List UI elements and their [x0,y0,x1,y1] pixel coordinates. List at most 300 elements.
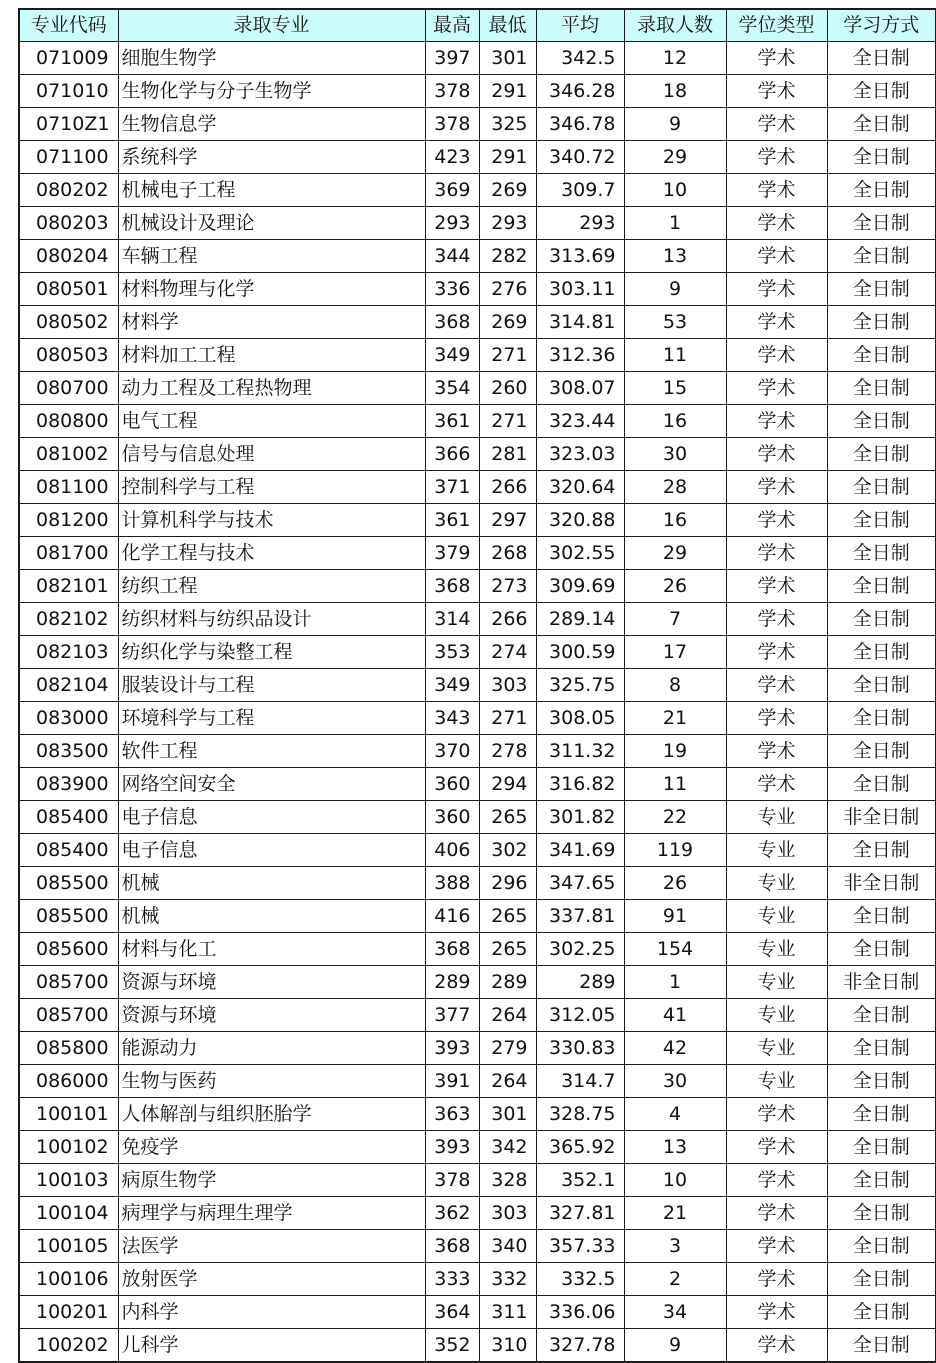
cell-degree-type: 学术 [726,108,827,141]
cell-major-code: 100201 [19,1296,118,1329]
cell-major-code: 082101 [19,570,118,603]
cell-admitted-count: 28 [624,471,726,504]
table-row [19,603,936,636]
cell-degree-type: 学术 [726,42,827,75]
table-row [19,900,936,933]
cell-max-score: 360 [425,801,479,834]
cell-major-name: 能源动力 [118,1032,425,1065]
cell-admitted-count: 154 [624,933,726,966]
cell-admitted-count: 30 [624,1065,726,1098]
cell-degree-type: 学术 [726,141,827,174]
cell-min-score: 273 [479,570,536,603]
cell-min-score: 297 [479,504,536,537]
cell-min-score: 293 [479,207,536,240]
cell-admitted-count: 26 [624,867,726,900]
cell-max-score: 344 [425,240,479,273]
cell-min-score: 325 [479,108,536,141]
cell-major-code: 080202 [19,174,118,207]
cell-major-code: 085600 [19,933,118,966]
cell-max-score: 378 [425,108,479,141]
cell-avg-score: 308.05 [536,702,624,735]
cell-admitted-count: 18 [624,75,726,108]
cell-major-code: 080501 [19,273,118,306]
cell-study-mode: 全日制 [827,669,936,702]
cell-study-mode: 全日制 [827,42,936,75]
cell-max-score: 364 [425,1296,479,1329]
cell-max-score: 293 [425,207,479,240]
cell-admitted-count: 1 [624,966,726,999]
cell-admitted-count: 26 [624,570,726,603]
table-row [19,405,936,438]
cell-study-mode: 非全日制 [827,867,936,900]
cell-major-name: 材料加工工程 [118,339,425,372]
cell-max-score: 333 [425,1263,479,1296]
cell-min-score: 278 [479,735,536,768]
cell-min-score: 291 [479,141,536,174]
cell-study-mode: 非全日制 [827,801,936,834]
cell-max-score: 314 [425,603,479,636]
cell-major-code: 100106 [19,1263,118,1296]
cell-max-score: 343 [425,702,479,735]
cell-study-mode: 全日制 [827,405,936,438]
cell-avg-score: 337.81 [536,900,624,933]
cell-avg-score: 320.64 [536,471,624,504]
cell-degree-type: 学术 [726,636,827,669]
cell-major-code: 100103 [19,1164,118,1197]
cell-study-mode: 全日制 [827,471,936,504]
cell-major-name: 网络空间安全 [118,768,425,801]
cell-major-name: 病理学与病理生理学 [118,1197,425,1230]
cell-min-score: 271 [479,405,536,438]
table-row [19,735,936,768]
cell-major-code: 086000 [19,1065,118,1098]
cell-avg-score: 303.11 [536,273,624,306]
cell-admitted-count: 2 [624,1263,726,1296]
cell-major-code: 080502 [19,306,118,339]
cell-admitted-count: 91 [624,900,726,933]
admission-score-table [18,8,936,1363]
cell-avg-score: 309.69 [536,570,624,603]
cell-avg-score: 327.81 [536,1197,624,1230]
cell-min-score: 302 [479,834,536,867]
table-row [19,636,936,669]
cell-degree-type: 学术 [726,438,827,471]
cell-avg-score: 314.7 [536,1065,624,1098]
cell-admitted-count: 15 [624,372,726,405]
cell-major-name: 病原生物学 [118,1164,425,1197]
cell-major-code: 082104 [19,669,118,702]
cell-study-mode: 全日制 [827,933,936,966]
cell-max-score: 393 [425,1131,479,1164]
cell-admitted-count: 9 [624,1329,726,1363]
cell-avg-score: 346.28 [536,75,624,108]
cell-major-code: 071100 [19,141,118,174]
cell-max-score: 406 [425,834,479,867]
cell-major-name: 化学工程与技术 [118,537,425,570]
cell-max-score: 352 [425,1329,479,1363]
cell-major-code: 100101 [19,1098,118,1131]
cell-admitted-count: 30 [624,438,726,471]
cell-major-code: 080204 [19,240,118,273]
cell-avg-score: 320.88 [536,504,624,537]
cell-max-score: 368 [425,306,479,339]
cell-min-score: 310 [479,1329,536,1363]
cell-max-score: 336 [425,273,479,306]
cell-admitted-count: 41 [624,999,726,1032]
cell-degree-type: 学术 [726,1164,827,1197]
cell-major-name: 材料物理与化学 [118,273,425,306]
cell-admitted-count: 22 [624,801,726,834]
cell-major-code: 085400 [19,801,118,834]
cell-avg-score: 312.36 [536,339,624,372]
cell-study-mode: 全日制 [827,1164,936,1197]
cell-major-code: 085500 [19,900,118,933]
header-major-name: 录取专业 [118,9,425,42]
cell-study-mode: 全日制 [827,768,936,801]
cell-max-score: 377 [425,999,479,1032]
cell-avg-score: 325.75 [536,669,624,702]
cell-min-score: 291 [479,75,536,108]
cell-max-score: 289 [425,966,479,999]
cell-admitted-count: 13 [624,1131,726,1164]
cell-admitted-count: 1 [624,207,726,240]
cell-study-mode: 全日制 [827,372,936,405]
cell-max-score: 388 [425,867,479,900]
cell-major-code: 083000 [19,702,118,735]
table-row [19,1065,936,1098]
cell-degree-type: 专业 [726,966,827,999]
cell-admitted-count: 34 [624,1296,726,1329]
cell-max-score: 362 [425,1197,479,1230]
cell-degree-type: 学术 [726,1230,827,1263]
cell-max-score: 368 [425,1230,479,1263]
cell-major-name: 车辆工程 [118,240,425,273]
cell-major-code: 085800 [19,1032,118,1065]
table-row [19,933,936,966]
cell-avg-score: 323.03 [536,438,624,471]
header-row [19,9,936,42]
cell-study-mode: 全日制 [827,339,936,372]
cell-study-mode: 全日制 [827,537,936,570]
cell-avg-score: 316.82 [536,768,624,801]
cell-avg-score: 311.32 [536,735,624,768]
cell-degree-type: 学术 [726,702,827,735]
table-row [19,372,936,405]
cell-major-name: 电子信息 [118,834,425,867]
cell-avg-score: 289 [536,966,624,999]
cell-avg-score: 312.05 [536,999,624,1032]
cell-study-mode: 全日制 [827,1131,936,1164]
table-row [19,834,936,867]
cell-admitted-count: 12 [624,42,726,75]
table-row [19,108,936,141]
cell-major-code: 071009 [19,42,118,75]
cell-major-code: 082103 [19,636,118,669]
cell-min-score: 303 [479,1197,536,1230]
cell-min-score: 269 [479,306,536,339]
cell-avg-score: 340.72 [536,141,624,174]
cell-degree-type: 专业 [726,1065,827,1098]
cell-major-name: 生物与医药 [118,1065,425,1098]
header-min-score: 最低 [479,9,536,42]
header-avg-score: 平均 [536,9,624,42]
cell-min-score: 260 [479,372,536,405]
cell-admitted-count: 29 [624,537,726,570]
cell-study-mode: 全日制 [827,141,936,174]
table-row [19,570,936,603]
cell-avg-score: 357.33 [536,1230,624,1263]
cell-study-mode: 全日制 [827,1329,936,1363]
cell-min-score: 311 [479,1296,536,1329]
cell-avg-score: 347.65 [536,867,624,900]
cell-degree-type: 专业 [726,834,827,867]
cell-major-code: 080203 [19,207,118,240]
cell-degree-type: 学术 [726,306,827,339]
cell-major-name: 机械设计及理论 [118,207,425,240]
cell-max-score: 353 [425,636,479,669]
cell-avg-score: 293 [536,207,624,240]
cell-min-score: 342 [479,1131,536,1164]
cell-major-name: 人体解剖与组织胚胎学 [118,1098,425,1131]
cell-major-name: 细胞生物学 [118,42,425,75]
cell-min-score: 265 [479,933,536,966]
header-degree-type: 学位类型 [726,9,827,42]
cell-degree-type: 专业 [726,1032,827,1065]
cell-admitted-count: 21 [624,1197,726,1230]
table-row [19,537,936,570]
cell-major-name: 法医学 [118,1230,425,1263]
cell-min-score: 268 [479,537,536,570]
table-row [19,306,936,339]
cell-degree-type: 学术 [726,405,827,438]
cell-major-code: 080503 [19,339,118,372]
cell-avg-score: 313.69 [536,240,624,273]
cell-avg-score: 365.92 [536,1131,624,1164]
cell-major-code: 100105 [19,1230,118,1263]
table-row [19,273,936,306]
cell-major-name: 生物化学与分子生物学 [118,75,425,108]
header-admitted-count: 录取人数 [624,9,726,42]
cell-study-mode: 全日制 [827,702,936,735]
cell-study-mode: 全日制 [827,273,936,306]
cell-admitted-count: 119 [624,834,726,867]
cell-admitted-count: 17 [624,636,726,669]
cell-study-mode: 全日制 [827,75,936,108]
cell-min-score: 265 [479,801,536,834]
cell-major-name: 信号与信息处理 [118,438,425,471]
cell-degree-type: 学术 [726,669,827,702]
cell-degree-type: 学术 [726,339,827,372]
cell-min-score: 274 [479,636,536,669]
cell-admitted-count: 8 [624,669,726,702]
cell-admitted-count: 53 [624,306,726,339]
cell-major-code: 081700 [19,537,118,570]
cell-major-code: 081100 [19,471,118,504]
cell-min-score: 332 [479,1263,536,1296]
header-major-code: 专业代码 [19,9,118,42]
cell-major-code: 080700 [19,372,118,405]
cell-max-score: 371 [425,471,479,504]
cell-max-score: 361 [425,405,479,438]
cell-avg-score: 327.78 [536,1329,624,1363]
cell-avg-score: 308.07 [536,372,624,405]
cell-avg-score: 332.5 [536,1263,624,1296]
cell-major-name: 服装设计与工程 [118,669,425,702]
cell-max-score: 379 [425,537,479,570]
cell-min-score: 271 [479,702,536,735]
cell-avg-score: 301.82 [536,801,624,834]
cell-min-score: 264 [479,1065,536,1098]
cell-avg-score: 302.25 [536,933,624,966]
cell-min-score: 264 [479,999,536,1032]
cell-study-mode: 全日制 [827,240,936,273]
cell-max-score: 378 [425,1164,479,1197]
table-row [19,471,936,504]
cell-major-name: 内科学 [118,1296,425,1329]
table-row [19,999,936,1032]
cell-major-name: 材料学 [118,306,425,339]
cell-max-score: 370 [425,735,479,768]
cell-degree-type: 专业 [726,867,827,900]
cell-min-score: 296 [479,867,536,900]
cell-degree-type: 学术 [726,240,827,273]
cell-major-name: 机械 [118,867,425,900]
cell-degree-type: 学术 [726,1329,827,1363]
cell-admitted-count: 19 [624,735,726,768]
cell-avg-score: 302.55 [536,537,624,570]
table-row [19,867,936,900]
cell-major-code: 080800 [19,405,118,438]
cell-major-name: 材料与化工 [118,933,425,966]
cell-admitted-count: 4 [624,1098,726,1131]
cell-major-name: 软件工程 [118,735,425,768]
cell-major-name: 纺织化学与染整工程 [118,636,425,669]
cell-max-score: 368 [425,570,479,603]
cell-degree-type: 学术 [726,1131,827,1164]
cell-major-name: 计算机科学与技术 [118,504,425,537]
cell-study-mode: 全日制 [827,999,936,1032]
cell-avg-score: 289.14 [536,603,624,636]
cell-degree-type: 专业 [726,999,827,1032]
cell-major-name: 免疫学 [118,1131,425,1164]
cell-major-code: 085700 [19,966,118,999]
cell-min-score: 276 [479,273,536,306]
cell-avg-score: 346.78 [536,108,624,141]
table-row [19,207,936,240]
cell-min-score: 301 [479,1098,536,1131]
cell-major-name: 机械电子工程 [118,174,425,207]
cell-study-mode: 全日制 [827,306,936,339]
table-row [19,75,936,108]
table-row [19,702,936,735]
cell-avg-score: 314.81 [536,306,624,339]
cell-major-name: 电子信息 [118,801,425,834]
cell-major-code: 0710Z1 [19,108,118,141]
cell-major-name: 动力工程及工程热物理 [118,372,425,405]
cell-study-mode: 全日制 [827,438,936,471]
cell-admitted-count: 3 [624,1230,726,1263]
cell-study-mode: 全日制 [827,174,936,207]
cell-max-score: 349 [425,339,479,372]
cell-admitted-count: 16 [624,504,726,537]
cell-min-score: 340 [479,1230,536,1263]
cell-admitted-count: 11 [624,768,726,801]
cell-max-score: 397 [425,42,479,75]
table-row [19,801,936,834]
cell-major-name: 控制科学与工程 [118,471,425,504]
cell-degree-type: 学术 [726,174,827,207]
table-row [19,1329,936,1363]
cell-study-mode: 全日制 [827,636,936,669]
cell-min-score: 279 [479,1032,536,1065]
cell-study-mode: 全日制 [827,603,936,636]
table-row [19,1164,936,1197]
cell-study-mode: 全日制 [827,1230,936,1263]
cell-min-score: 301 [479,42,536,75]
cell-major-name: 儿科学 [118,1329,425,1363]
cell-degree-type: 学术 [726,207,827,240]
cell-major-name: 环境科学与工程 [118,702,425,735]
cell-major-name: 电气工程 [118,405,425,438]
table-row [19,669,936,702]
table-row [19,504,936,537]
cell-avg-score: 336.06 [536,1296,624,1329]
cell-max-score: 368 [425,933,479,966]
cell-major-code: 085500 [19,867,118,900]
cell-max-score: 369 [425,174,479,207]
cell-study-mode: 全日制 [827,1263,936,1296]
cell-degree-type: 学术 [726,537,827,570]
cell-min-score: 271 [479,339,536,372]
cell-major-code: 071010 [19,75,118,108]
table-row [19,966,936,999]
cell-degree-type: 学术 [726,1263,827,1296]
cell-admitted-count: 16 [624,405,726,438]
cell-avg-score: 309.7 [536,174,624,207]
cell-min-score: 282 [479,240,536,273]
table-row [19,240,936,273]
cell-min-score: 266 [479,471,536,504]
cell-avg-score: 300.59 [536,636,624,669]
cell-major-name: 纺织工程 [118,570,425,603]
cell-major-code: 083900 [19,768,118,801]
cell-major-name: 资源与环境 [118,999,425,1032]
cell-admitted-count: 10 [624,1164,726,1197]
cell-study-mode: 全日制 [827,735,936,768]
cell-max-score: 349 [425,669,479,702]
cell-degree-type: 学术 [726,1197,827,1230]
cell-study-mode: 全日制 [827,504,936,537]
cell-degree-type: 学术 [726,372,827,405]
cell-min-score: 265 [479,900,536,933]
cell-admitted-count: 21 [624,702,726,735]
cell-min-score: 266 [479,603,536,636]
cell-avg-score: 342.5 [536,42,624,75]
cell-major-code: 100104 [19,1197,118,1230]
cell-major-name: 资源与环境 [118,966,425,999]
cell-major-name: 机械 [118,900,425,933]
cell-admitted-count: 9 [624,273,726,306]
header-max-score: 最高 [425,9,479,42]
cell-study-mode: 全日制 [827,1197,936,1230]
table-row [19,1131,936,1164]
cell-study-mode: 全日制 [827,1032,936,1065]
cell-major-name: 系统科学 [118,141,425,174]
table-row [19,1263,936,1296]
cell-degree-type: 学术 [726,504,827,537]
table-row [19,438,936,471]
header-study-mode: 学习方式 [827,9,936,42]
